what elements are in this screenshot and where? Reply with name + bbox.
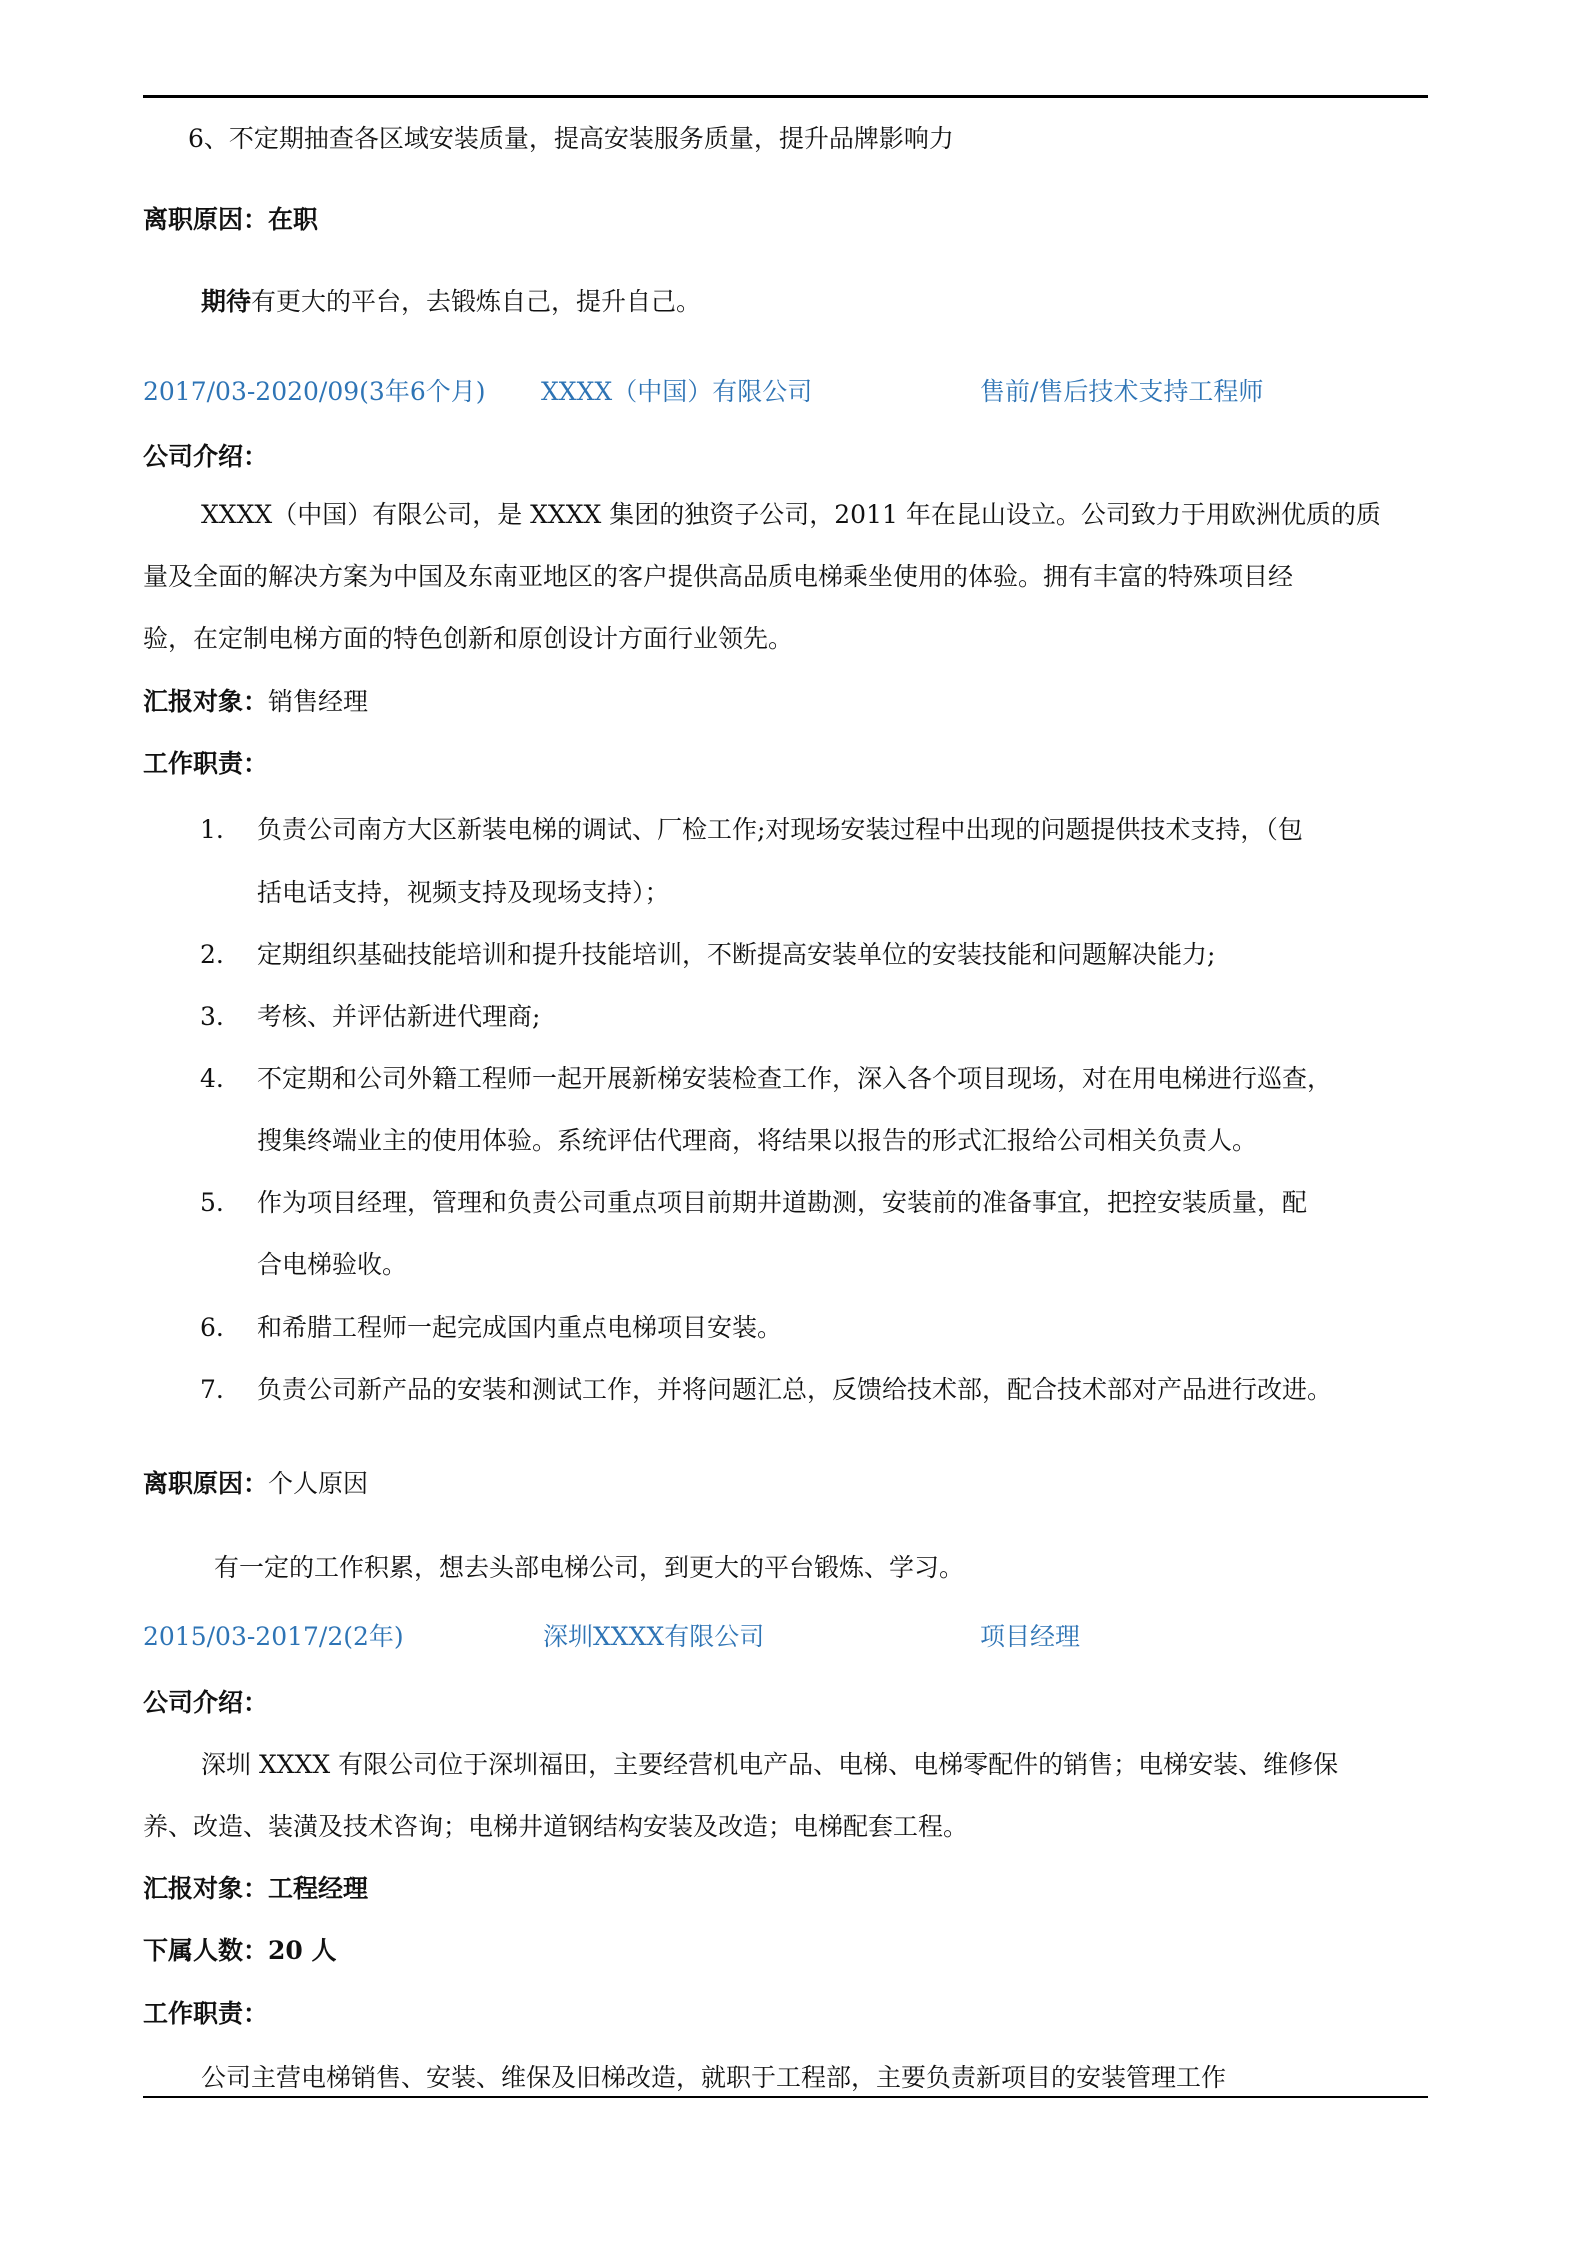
leave-reason-value: 在职 (268, 205, 319, 234)
header-rule (143, 95, 1428, 98)
prev-duty-item-6: 6、不定期抽查各区域安装质量，提高安装服务质量，提升品牌影响力 (188, 124, 954, 153)
footer-rule (143, 2096, 1428, 2098)
list-item-text: 负责公司新产品的安装和测试工作，并将问题汇总，反馈给技术部，配合技术部对产品进行改进。 (257, 1375, 1333, 1404)
job1-period: 2017/03-2020/09(3年6个月) (143, 377, 486, 406)
list-item-text: 负责公司南方大区新装电梯的调试、厂检工作;对现场安装过程中出现的问题提供技术支持，（包 (257, 815, 1303, 844)
expectation-text (201, 287, 701, 317)
list-item-text: 括电话支持，视频支持及现场支持）； (257, 878, 670, 907)
list-item-text: 搜集终端业主的使用体验。系统评估代理商，将结果以报告的形式汇报给公司相关负责人。 (257, 1126, 1258, 1155)
job1-intro-line: XXXX（中国）有限公司，是 XXXX 集团的独资子公司，2011 年在昆山设立。公司致力于用欧洲优质的质 (201, 500, 1381, 529)
job2-period: 2015/03-2017/2(2年) (143, 1622, 404, 1651)
job2-duties-text: 公司主营电梯销售、安装、维保及旧梯改造，就职于工程部，主要负责新项目的安装管理工作 (201, 2063, 1227, 2092)
job2-subordinates (143, 1936, 337, 1966)
list-item-text: 考核、并评估新进代理商; (257, 1002, 541, 1031)
report-to-value: 销售经理 (268, 687, 369, 716)
job1-intro-line: 量及全面的解决方案为中国及东南亚地区的客户提供高品质电梯乘坐使用的体验。拥有丰富的特殊项目经 (143, 562, 1294, 591)
job2-role: 项目经理 (980, 1622, 1081, 1651)
list-item-text: 定期组织基础技能培训和提升技能培训，不断提高安装单位的安装技能和问题解决能力; (257, 940, 1216, 969)
list-item-number: 5. (200, 1188, 224, 1217)
job2-report-to (143, 1874, 368, 1904)
list-item-number: 2. (200, 940, 224, 969)
leave-reason-label: 离职原因： (143, 1469, 269, 1498)
job2-company: 深圳XXXX有限公司 (543, 1622, 765, 1651)
list-item-text: 和希腊工程师一起完成国内重点电梯项目安装。 (257, 1313, 783, 1342)
job1-duties-label: 工作职责： (143, 749, 269, 778)
list-item-text: 作为项目经理，管理和负责公司重点项目前期井道勘测，安装前的准备事宜，把控安装质量，配 (257, 1188, 1308, 1217)
job2-intro-line: 养、改造、装潢及技术咨询；电梯井道钢结构安装及改造；电梯配套工程。 (143, 1812, 969, 1841)
expectation-rest: 有更大的平台，去锻炼自己，提升自己。 (251, 287, 702, 316)
leave-reason-label: 离职原因： (143, 205, 269, 234)
list-item-number: 1. (200, 815, 224, 844)
list-item-text: 合电梯验收。 (257, 1250, 408, 1279)
list-item-number: 6. (200, 1313, 224, 1342)
leave-reason-current (143, 205, 318, 235)
job1-leave-detail: 有一定的工作积累，想去头部电梯公司，到更大的平台锻炼、学习。 (214, 1553, 965, 1582)
report-to-value: 工程经理 (268, 1874, 369, 1903)
job1-company: XXXX（中国）有限公司 (541, 377, 813, 406)
job1-role: 售前/售后技术支持工程师 (980, 377, 1264, 406)
report-to-label: 汇报对象： (143, 687, 269, 716)
job1-intro-line: 验，在定制电梯方面的特色创新和原创设计方面行业领先。 (143, 624, 794, 653)
list-item-number: 3. (200, 1002, 224, 1031)
job2-duties-label: 工作职责： (143, 1999, 269, 2028)
job1-report-to (143, 687, 368, 717)
expectation-bold: 期待 (201, 287, 252, 316)
report-to-label: 汇报对象： (143, 1874, 269, 1903)
job1-intro-label: 公司介绍： (143, 442, 269, 471)
job2-intro-line: 深圳 XXXX 有限公司位于深圳福田，主要经营机电产品、电梯、电梯零配件的销售；电梯安装、维修保 (201, 1750, 1339, 1779)
subordinates-value: 20 人 (268, 1936, 337, 1965)
list-item-number: 7. (200, 1375, 224, 1404)
subordinates-label: 下属人数： (143, 1936, 269, 1965)
list-item-text: 不定期和公司外籍工程师一起开展新梯安装检查工作，深入各个项目现场，对在用电梯进行巡查， (257, 1064, 1333, 1093)
list-item-number: 4. (200, 1064, 224, 1093)
job1-leave-reason (143, 1469, 368, 1499)
job2-intro-label: 公司介绍： (143, 1688, 269, 1717)
leave-reason-value: 个人原因 (268, 1469, 369, 1498)
